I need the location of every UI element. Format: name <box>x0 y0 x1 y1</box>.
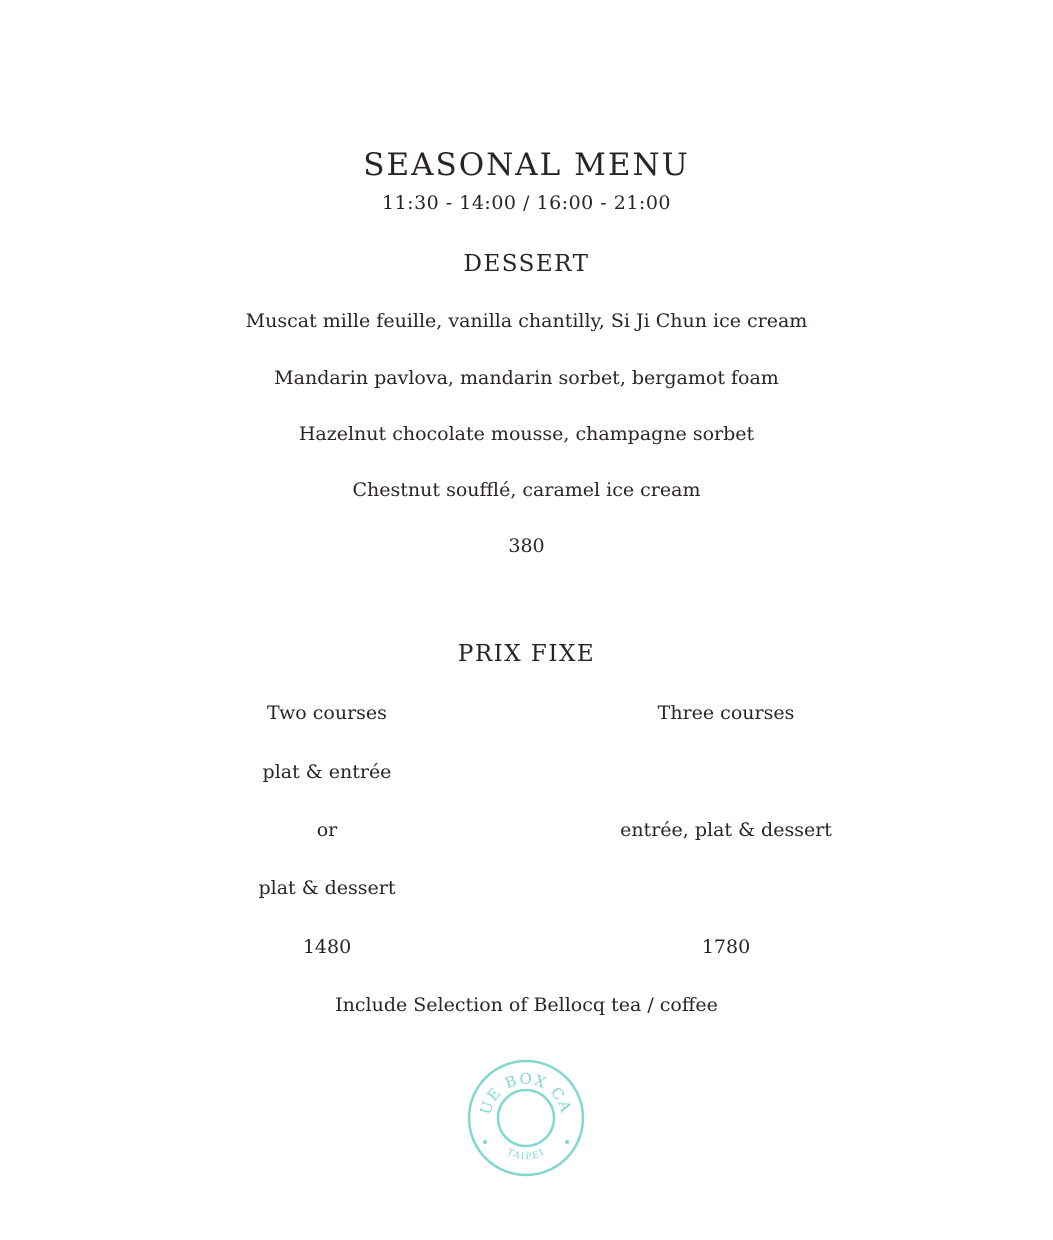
blue-box-cafe-logo <box>466 1058 586 1178</box>
prix-fixe-heading: PRIX FIXE <box>457 641 596 667</box>
dessert-item: Mandarin pavlova, mandarin sorbet, bergamot foam <box>274 367 779 389</box>
three-courses-option: entrée, plat & dessert <box>620 819 832 841</box>
two-courses-price: 1480 <box>302 936 352 958</box>
logo-name: UE BOX CA <box>476 1069 576 1117</box>
two-courses-label: Two courses <box>267 702 387 724</box>
dessert-price: 380 <box>508 535 545 557</box>
three-courses-label: Three courses <box>657 702 795 724</box>
prix-fixe-note: Include Selection of Bellocq tea / coffee <box>335 994 718 1016</box>
dessert-item: Muscat mille feuille, vanilla chantilly, Si Ji Chun ice cream <box>245 310 808 332</box>
two-courses-option: plat & dessert <box>258 877 396 899</box>
three-courses-price: 1780 <box>701 936 751 958</box>
dessert-item: Hazelnut chocolate mousse, champagne sorbet <box>298 423 755 445</box>
two-courses-option: plat & entrée <box>262 761 392 783</box>
dessert-item: Chestnut soufflé, caramel ice cream <box>352 479 701 501</box>
svg-text:TAIPEI <box>505 1147 547 1162</box>
opening-hours: 11:30 - 14:00 / 16:00 - 21:00 <box>382 192 671 214</box>
page-title: SEASONAL MENU <box>363 147 690 183</box>
logo-city: TAIPEI <box>505 1147 547 1163</box>
svg-text:BLUE BOX CAFÉ <box>466 1058 575 1117</box>
dessert-heading: DESSERT <box>463 251 590 277</box>
two-courses-separator: or <box>316 819 338 841</box>
logo-seal-icon <box>466 1058 586 1178</box>
